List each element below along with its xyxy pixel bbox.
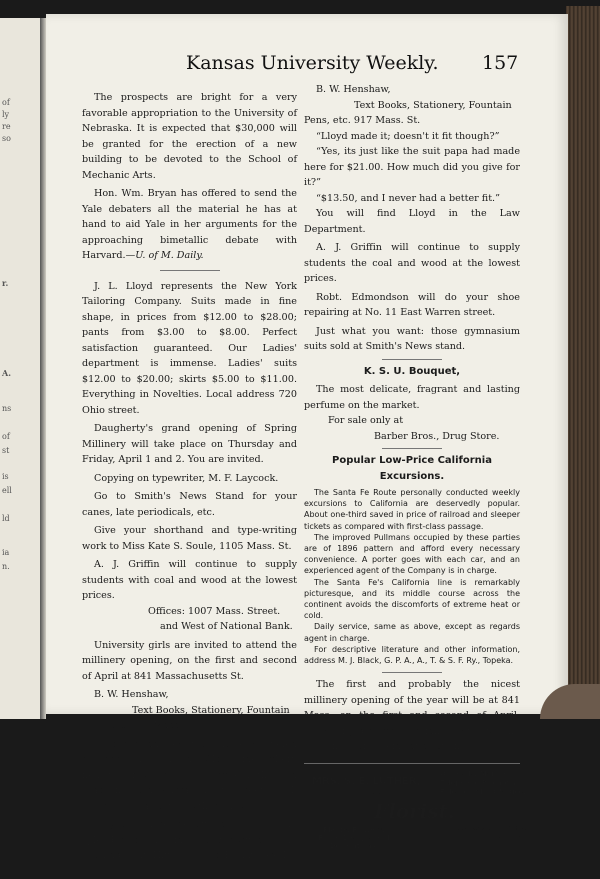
page-number: 157 [482,52,519,74]
dialogue-line: “Lloyd made it; doesn't it fit though?” [316,130,500,142]
dialogue-line: “$13.50, and I never had a better fit.” [316,192,501,204]
dialogue-line: “Yes, its just like the suit papa had made here for $21.00. How much did you give for it?” [304,146,520,188]
divider [382,672,442,673]
florist-address: Greenhouses South Mass. St. Lawrence, Kans. [449,823,534,840]
florist-orders: Orders by Mail or Telephone Promptly Filled on Short Notice. [440,769,526,796]
small-paragraph: The Santa Fe's California line is remarkably picturesque, and its middle course across the continent avoids the discomforts of extreme heat or cold. [304,577,520,621]
divider [382,448,442,449]
paragraph: Copying on typewriter, M. F. Laycock. [94,472,279,484]
paragraph: The prospects are bright for a very favorable appropriation to the University of Nebraska. It is expected that $30,000 will be granted for the erection of a new building to be devoted to the School of Mechanic Arts. [82,92,297,181]
offices-line: Offices: 1007 Mass. Street. [148,605,281,617]
scanned-page [46,14,568,877]
paragraph-text: Hon. Wm. Bryan has offered to send the Yale debaters all the material he has at hand to aid Yale in her arguments for the approaching bimetallic debate with Harvard.— [82,188,297,261]
excursion-notice [304,487,520,666]
paragraph: J. L. Lloyd represents the New York Tailoring Company. Suits made in fine shape, in prices from $12.00 to $28.00; pants from $3.00 to $8.00. Perfect satisfaction guaranteed. Our Ladies' department is immense. Ladies' suits $12.00 to $20.00; skirts $5.00 to $11.00. Everything in Novelties. Local address 720 Ohio street. [82,280,297,416]
paragraph: Go to Smith's News Stand for your canes, late periodicals, etc. [82,491,297,518]
divider [160,270,220,271]
right-column [304,82,534,850]
florist-phone: - - - - Telephone 26. [326,790,394,799]
paragraph: Robt. Edmondson will do your shoe repairing at No. 11 East Warren street. [304,291,520,318]
advert-line: Pens, etc. 917 Mass. St. [82,720,199,731]
divider [382,359,442,360]
prev-fragment: re [2,122,11,131]
paragraph: Give your shorthand and type-writing work to Miss Kate S. Soule, 1105 Mass. St. [82,525,297,552]
prev-fragment: of [2,432,10,441]
paragraph: University girls are invited to attend the millinery opening, on the first and second of April at 841 Massachusetts St. [82,639,297,682]
advert-line: Text Books, Stationery, Fountain [354,99,512,111]
excursion-heading: Popular Low-Price California Excursions. [332,455,492,482]
prev-fragment: ld [2,514,10,523]
offices-line: and West of National Bank. [160,621,293,632]
advert-line: Pens, etc. 917 Mass. St. [304,115,421,126]
paragraph: A. J. Griffin will continue to supply students the coal and wood at the lowest prices. [304,242,520,284]
previous-page [0,18,40,719]
left-column [82,90,297,879]
florist-plants: Plants, Flowers, Floral Designs and Decorations. [318,825,390,850]
prev-fragment: is [2,472,9,481]
bouquet-heading: K. S. U. Bouquet, [363,365,461,377]
paragraph: The first and probably the nicest millinery opening of the year will be at 841 Mass. on the first and second of April. University girls are cordially invited to call; we can assure them satisfaction. [304,679,520,753]
prev-fragment: r. [2,278,9,288]
prev-fragment: n. [2,562,10,571]
florist-title: Florist. [374,798,455,823]
florist-name: MRS. S. E. LUTHER, [312,775,421,787]
paragraph: Just what you want: those gymnasium suits sold at Smith's News stand. [304,325,520,352]
paragraph: A. J. Griffin will continue to supply students with coal and wood at the lowest prices. [82,559,297,601]
page-title: Kansas University Weekly. [186,52,439,74]
prev-fragment: ia [2,548,10,557]
paragraph: You will find Lloyd in the Law Department. [304,208,520,235]
small-paragraph: The improved Pullmans occupied by these parties are of 1896 pattern and afford every necessary convenience. A porter goes with each car, and an experienced agent of the Company is in charge. [304,532,520,576]
advert-line: Text Books, Stationery, Fountain [132,704,290,716]
book-spine [566,6,600,719]
advert-name: B. W. Henshaw, [94,689,169,700]
prev-fragment: st [2,446,10,455]
prev-fragment: ns [2,404,12,413]
paragraph: Daugherty's grand opening of Spring Millinery will take place on Thursday and Friday, April 1 and 2. You are invited. [82,423,297,465]
prev-fragment: so [2,134,11,143]
small-paragraph: The Santa Fe Route personally conducted weekly excursions to California are deservedly popular. About one-third saved in price of railroad and sleeper tickets as compared with first-class passage. [304,488,520,531]
prev-fragment: ell [2,486,12,495]
florist-advert [304,763,534,850]
paragraph: For sale only at [328,415,404,426]
paragraph: Students can have their negatives taken by Mrs. Shane at the Old Home gallery near the river, or by J. B. Shane at the Iron Clad on south Massachusetts street. Work will be satisfactory in either case. [82,738,297,812]
small-paragraph: For descriptive literature and other information, address M. J. Black, G. P. A., A., T. & S. F. Ry., Topeka. [304,644,520,666]
advert-name: B. W. Henshaw, [316,84,391,95]
paragraph: The most delicate, fragrant and lasting perfume on the market. [304,384,520,411]
store-name: Barber Bros., Drug Store. [374,430,500,442]
paragraph [82,186,297,264]
paragraph: If you admire beauty, style, art, and splendor, do not miss Daugherty's grand opening next Thursday and Friday, April 1 and 2. [82,819,297,877]
prev-fragment: of [2,98,10,107]
small-paragraph: Daily service, same as above, except as regards agent in charge. [304,622,520,643]
prev-fragment: ly [2,110,10,119]
prev-fragment: A. [2,368,11,378]
source-citation: U. of M. Daily. [135,250,204,261]
